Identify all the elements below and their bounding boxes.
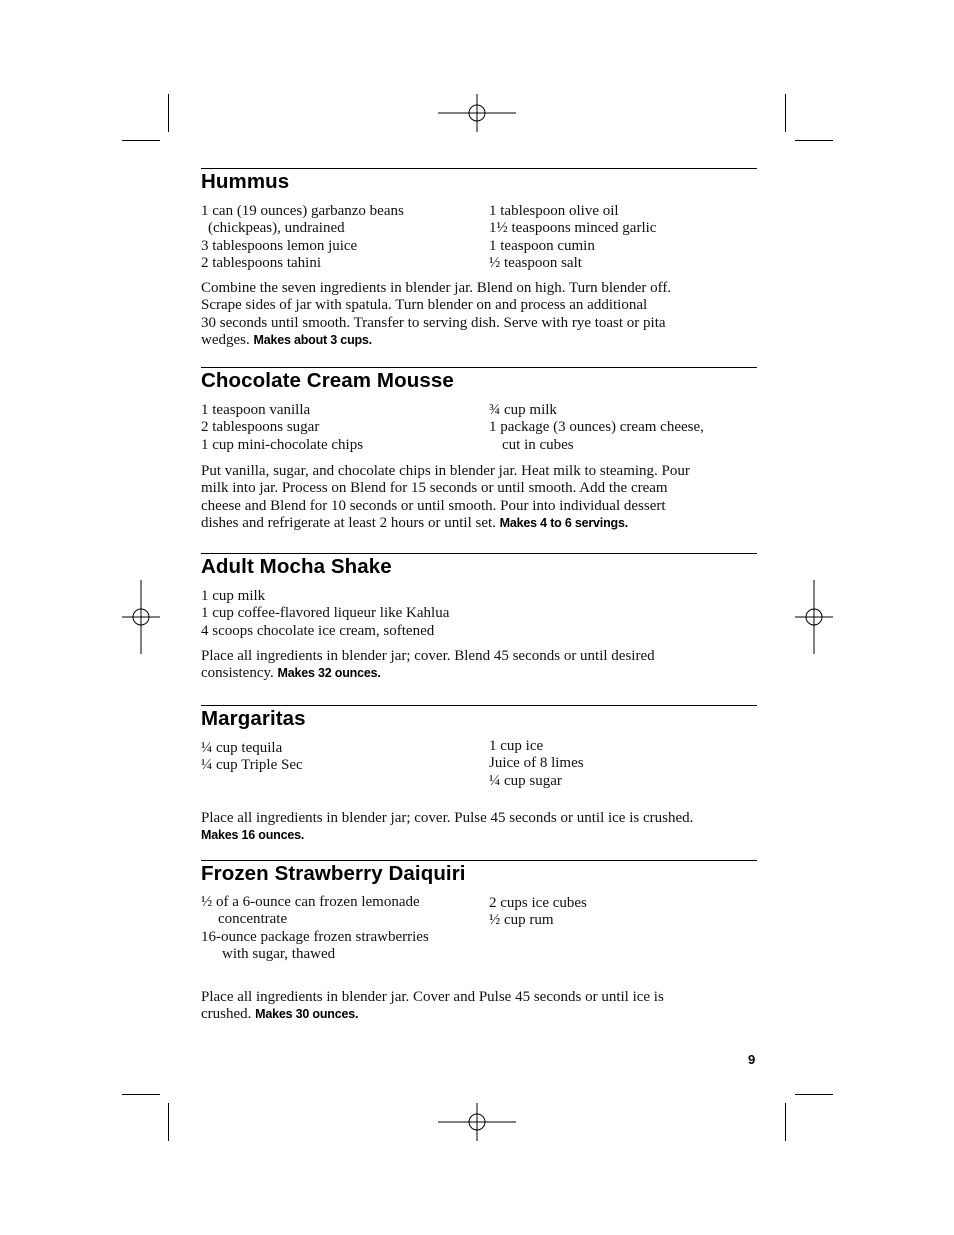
crop-mark	[795, 140, 833, 141]
ingredients-left	[201, 402, 363, 454]
ingredient: ¼ cup tequila	[201, 740, 283, 756]
ingredient: 1 teaspoon vanilla	[201, 402, 311, 418]
crop-mark	[168, 1103, 169, 1141]
directions-text: wedges.	[201, 331, 250, 348]
ingredient: 1 cup coffee-flavored liqueur like Kahlua	[201, 605, 450, 622]
ingredients-right	[489, 895, 587, 930]
directions-text: consistency.	[201, 665, 274, 682]
ingredient: 1 tablespoon olive oil	[489, 203, 619, 219]
ingredient: 1 package (3 ounces) cream cheese,	[489, 419, 704, 436]
directions	[201, 463, 757, 532]
ingredient: 1 cup ice	[489, 738, 544, 754]
section-rule	[201, 367, 757, 368]
directions-line: cheese and Blend for 10 seconds or until smooth. Pour into individual dessert	[201, 497, 666, 514]
section-rule	[201, 860, 757, 861]
recipe-title: Margaritas	[201, 707, 306, 730]
ingredient: 16-ounce package frozen strawberries	[201, 928, 429, 945]
recipe-adult-mocha-shake	[201, 553, 757, 693]
recipe-title: Frozen Strawberry Daiquiri	[201, 862, 466, 885]
directions-line: Put vanilla, sugar, and chocolate chips in blender jar. Heat milk to steaming. Pour	[201, 463, 690, 479]
recipe-yield: Makes 30 ounces.	[255, 1007, 359, 1022]
page-number: 9	[748, 1052, 756, 1067]
recipe-title: Hummus	[201, 170, 290, 193]
directions	[201, 280, 757, 349]
ingredient: 1½ teaspoons minced garlic	[489, 220, 657, 237]
section-rule	[201, 705, 757, 706]
ingredient: ¼ cup Triple Sec	[201, 757, 303, 774]
ingredient: 2 cups ice cubes	[489, 895, 587, 911]
recipe-frozen-strawberry-daiquiri	[201, 860, 757, 1030]
crop-mark	[168, 94, 169, 132]
ingredients-right	[489, 203, 656, 272]
ingredients-left	[201, 894, 429, 963]
crop-mark	[122, 140, 160, 141]
recipe-hummus	[201, 168, 757, 358]
ingredient: cut in cubes	[502, 436, 574, 453]
recipe-yield: Makes about 3 cups.	[253, 332, 372, 347]
ingredients-right	[489, 738, 584, 790]
ingredient: ½ of a 6-ounce can frozen lemonade	[201, 894, 420, 910]
directions-line: Place all ingredients in blender jar. Cover and Pulse 45 seconds or until ice is	[201, 989, 664, 1005]
ingredient: Juice of 8 limes	[489, 755, 584, 772]
ingredient: ¾ cup milk	[489, 402, 557, 418]
ingredient: 4 scoops chocolate ice cream, softened	[201, 622, 435, 639]
recipe-chocolate-cream-mousse	[201, 367, 757, 542]
ingredients-left	[201, 588, 449, 640]
recipe-title: Chocolate Cream Mousse	[201, 369, 454, 392]
ingredient: 1 can (19 ounces) garbanzo beans	[201, 203, 404, 219]
ingredient: with sugar, thawed	[222, 945, 336, 962]
ingredient: concentrate	[218, 911, 288, 928]
ingredient: (chickpeas), undrained	[208, 220, 345, 237]
section-rule	[201, 168, 757, 169]
recipe-yield: Makes 16 ounces.	[201, 828, 305, 843]
ingredient: 3 tablespoons lemon juice	[201, 237, 358, 254]
directions-line	[201, 332, 757, 349]
directions	[201, 810, 757, 845]
directions-line: Scrape sides of jar with spatula. Turn blender on and process an additional	[201, 297, 648, 314]
ingredient: 1 cup mini-chocolate chips	[201, 436, 364, 453]
directions-line	[201, 515, 757, 532]
registration-mark-icon	[438, 1103, 516, 1141]
ingredient: 2 tablespoons tahini	[201, 254, 321, 271]
directions-text: dishes and refrigerate at least 2 hours or until set.	[201, 514, 496, 531]
recipe-yield: Makes 4 to 6 servings.	[499, 515, 628, 530]
directions-line	[201, 665, 757, 682]
registration-mark-icon	[795, 580, 833, 654]
directions-line: Combine the seven ingredients in blender jar. Blend on high. Turn blender off.	[201, 280, 672, 296]
crop-mark	[795, 1094, 833, 1095]
directions	[201, 989, 757, 1024]
directions-line: Place all ingredients in blender jar; cover. Pulse 45 seconds or until ice is crushed.	[201, 810, 694, 826]
directions-text: crushed.	[201, 1006, 252, 1023]
directions-line	[201, 827, 757, 844]
ingredient: 2 tablespoons sugar	[201, 419, 320, 436]
directions-line: Place all ingredients in blender jar; cover. Blend 45 seconds or until desired	[201, 648, 655, 664]
ingredient: ½ cup rum	[489, 912, 554, 929]
recipe-yield: Makes 32 ounces.	[277, 666, 381, 681]
ingredients-left	[201, 203, 404, 272]
ingredients-left	[201, 740, 303, 775]
ingredient: ½ teaspoon salt	[489, 254, 582, 271]
directions	[201, 648, 757, 683]
recipe-margaritas	[201, 705, 757, 850]
ingredients-right	[489, 402, 704, 454]
registration-mark-icon	[438, 94, 516, 132]
ingredient: 1 cup milk	[201, 588, 266, 604]
registration-mark-icon	[122, 580, 160, 654]
ingredient: ¼ cup sugar	[489, 772, 562, 789]
directions-line: 30 seconds until smooth. Transfer to serving dish. Serve with rye toast or pita	[201, 314, 666, 331]
crop-mark	[785, 1103, 786, 1141]
directions-line: milk into jar. Process on Blend for 15 seconds or until smooth. Add the cream	[201, 480, 668, 497]
crop-mark	[785, 94, 786, 132]
directions-line	[201, 1006, 757, 1023]
recipe-title: Adult Mocha Shake	[201, 555, 392, 578]
crop-mark	[122, 1094, 160, 1095]
ingredient: 1 teaspoon cumin	[489, 237, 595, 254]
section-rule	[201, 553, 757, 554]
